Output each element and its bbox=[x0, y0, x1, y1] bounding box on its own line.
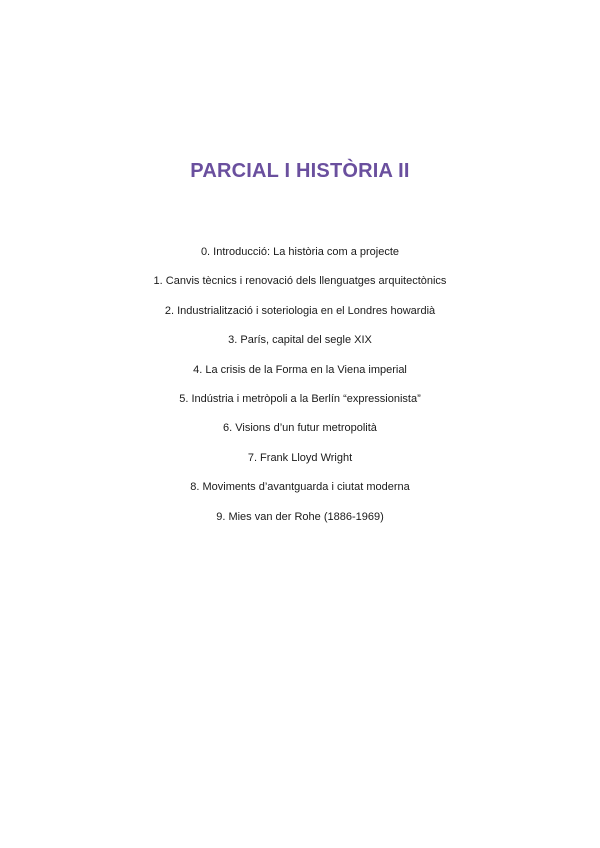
toc-item: 7. Frank Lloyd Wright bbox=[247, 451, 353, 464]
toc-item: 4. La crisis de la Forma en la Viena imperial bbox=[193, 363, 407, 376]
toc-item: 9. Mies van der Rohe (1886-1969) bbox=[216, 510, 384, 523]
toc-item: 3. París, capital del segle XIX bbox=[228, 334, 372, 347]
toc-item: 1. Canvis tècnics i renovació dels llenguatges arquitectònics bbox=[153, 275, 447, 288]
toc-item: 6. Visions d’un futur metropolità bbox=[223, 422, 377, 435]
toc-item: 8. Moviments d’avantguarda i ciutat moderna bbox=[190, 481, 410, 494]
toc-item: 5. Indústria i metròpoli a la Berlín “expressionista” bbox=[179, 392, 421, 405]
toc-item: 2. Industrialització i soteriologia en el Londres howardià bbox=[164, 304, 436, 317]
toc-item: 0. Introducció: La història com a projecte bbox=[200, 246, 400, 258]
table-of-contents bbox=[0, 244, 600, 538]
document-title: PARCIAL I HISTÒRIA II bbox=[190, 160, 410, 182]
